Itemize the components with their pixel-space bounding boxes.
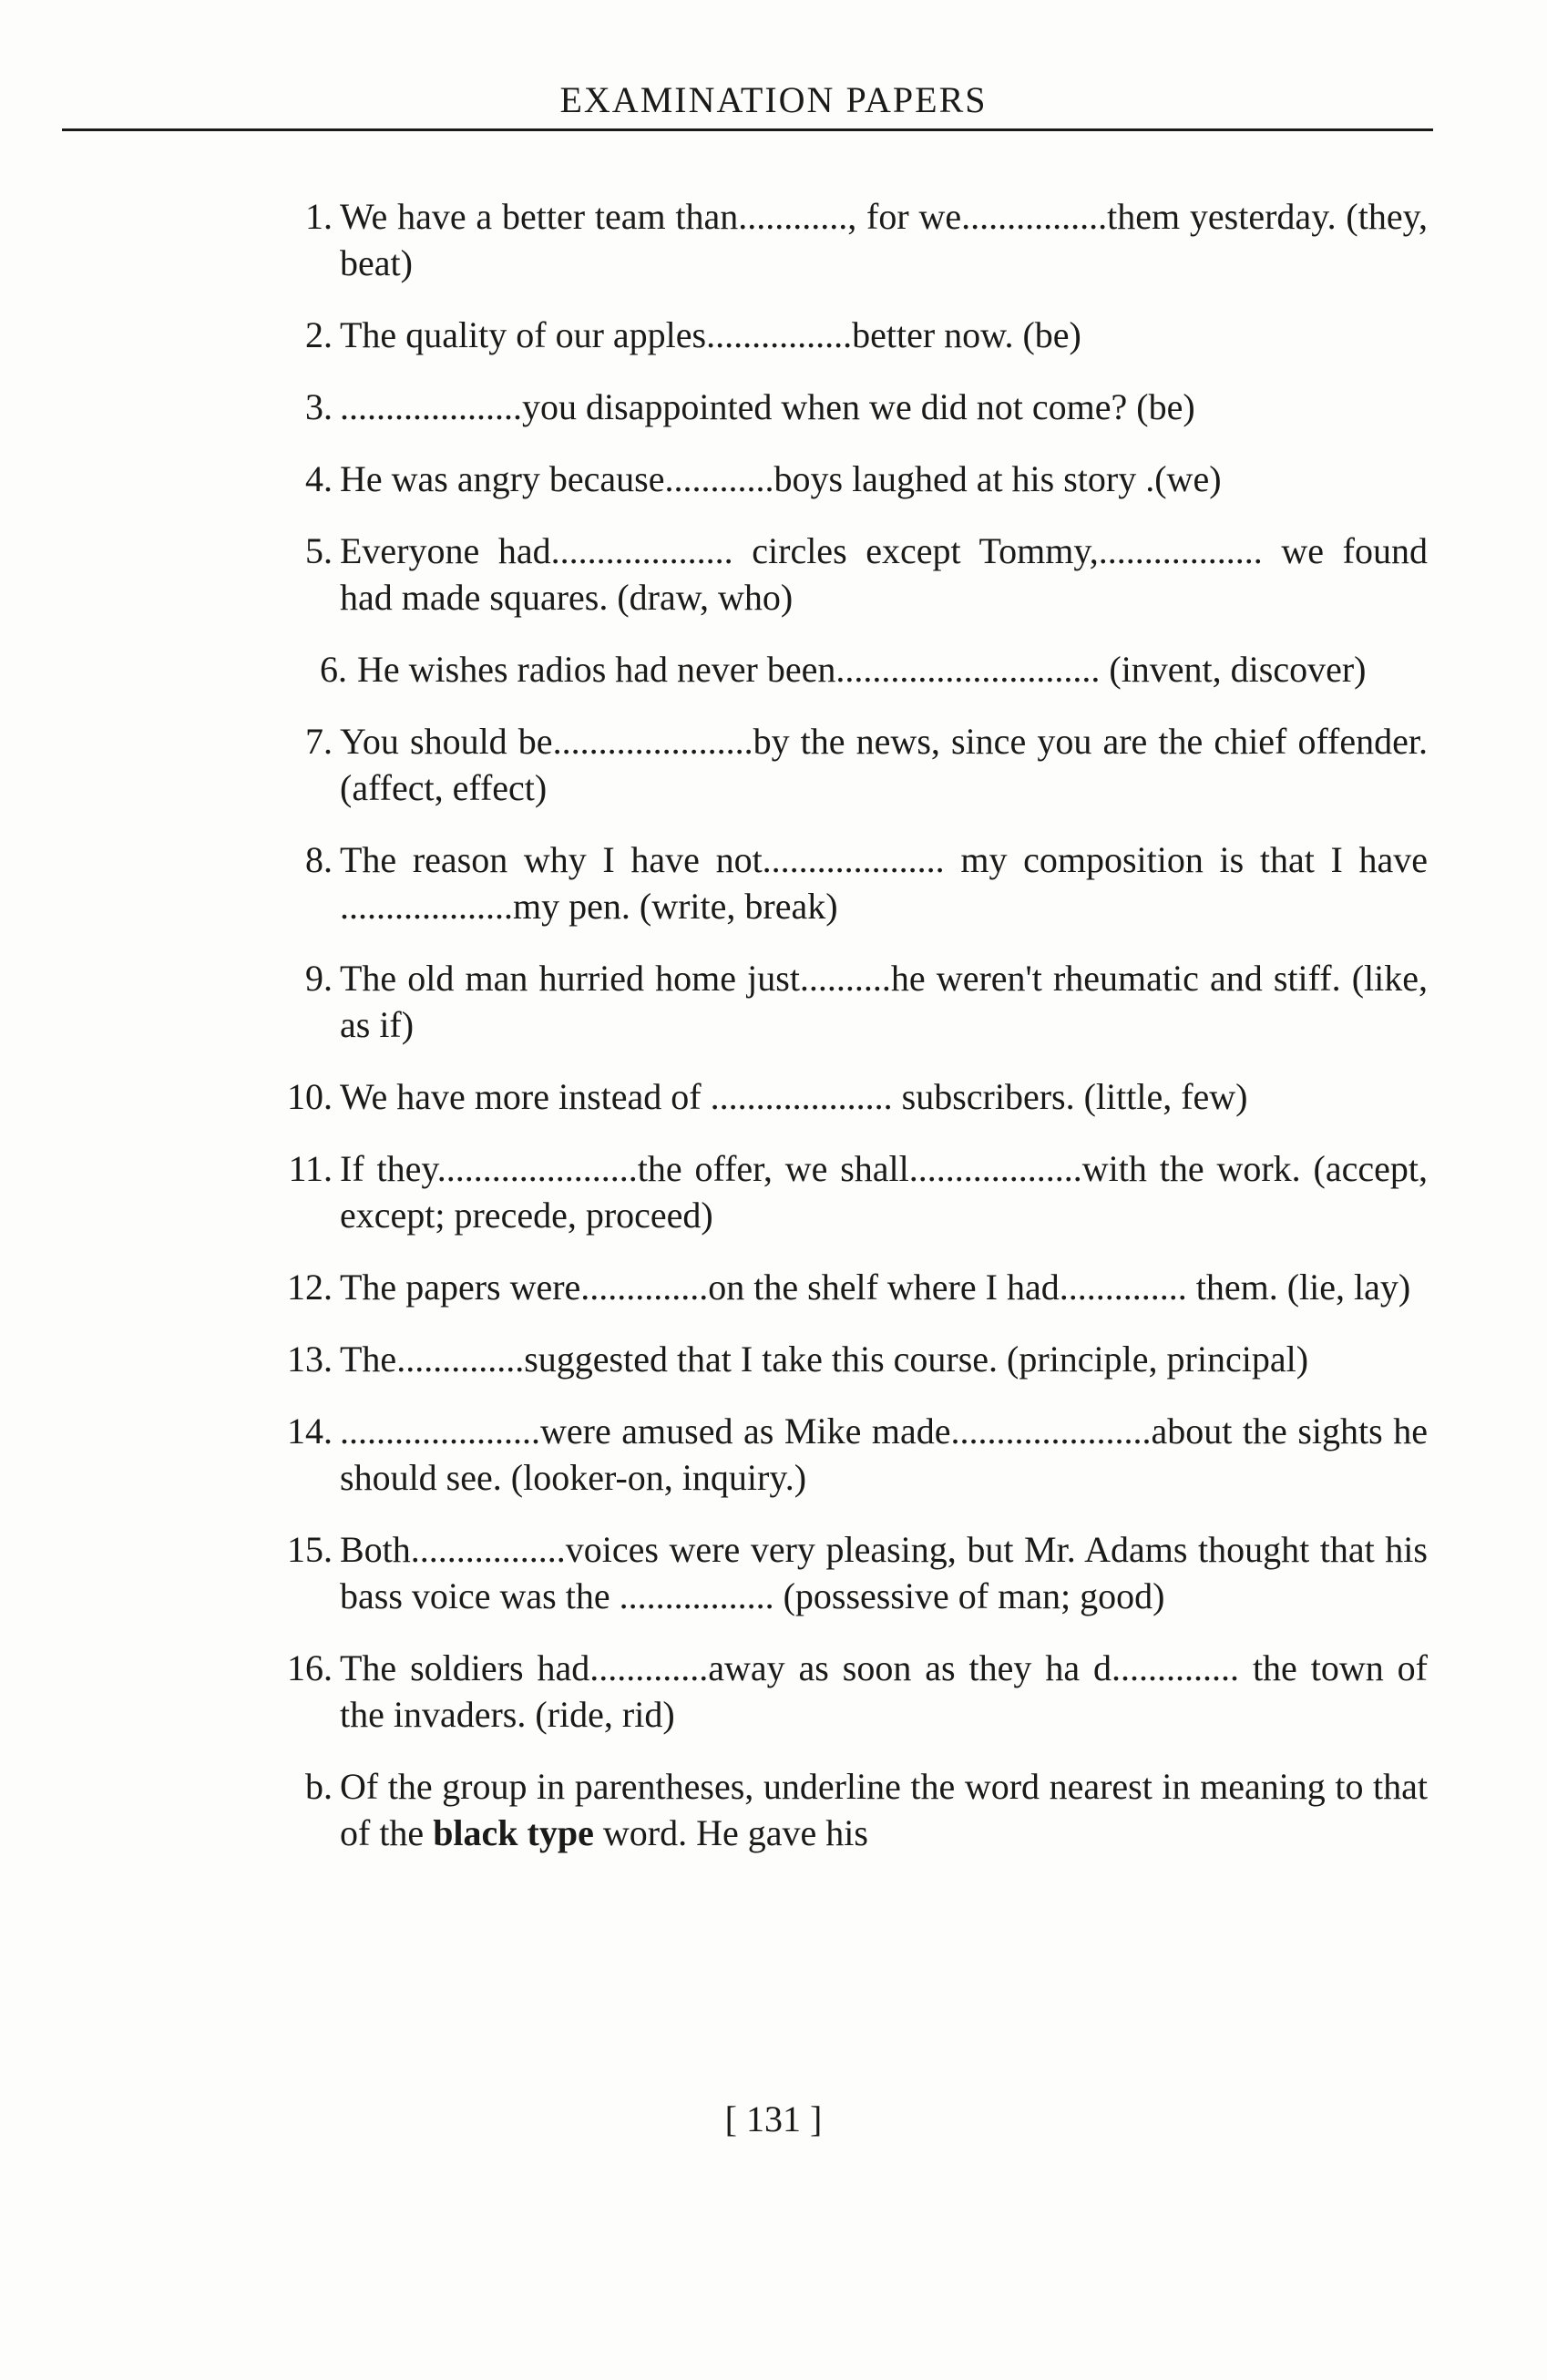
section-b-instruction	[0, 1763, 1547, 1856]
question-item-16	[0, 1645, 1547, 1738]
question-item-13	[0, 1336, 1547, 1382]
question-text: The reason why I have not.................... my composition is that I have ...................my pen. (write, break)	[340, 839, 1428, 927]
question-text: ....................you disappointed when we did not come? (be)	[340, 386, 1195, 427]
question-text: The..............suggested that I take this course. (principle, principal)	[340, 1339, 1309, 1380]
question-item-12	[0, 1264, 1547, 1310]
question-item-3	[0, 384, 1547, 430]
question-item-10	[0, 1073, 1547, 1120]
question-number: 3.	[305, 386, 333, 427]
question-number: 10.	[287, 1076, 333, 1117]
question-item-15	[0, 1526, 1547, 1619]
header-rule	[62, 128, 1433, 131]
question-text: We have a better team than............, for we................them yesterday. (they, beat)	[340, 196, 1428, 283]
question-text: He wishes radios had never been............................. (invent, discover)	[357, 649, 1367, 690]
question-text: You should be......................by the news, since you are the chief offender. (affect, effect)	[340, 721, 1428, 808]
question-number: 15.	[287, 1529, 333, 1570]
question-number: 11.	[288, 1148, 333, 1189]
question-item-6	[0, 646, 1547, 692]
question-text: The papers were..............on the shelf where I had.............. them. (lie, lay)	[340, 1267, 1411, 1308]
question-item-5	[0, 528, 1547, 621]
question-item-11	[0, 1145, 1547, 1238]
question-number: 12.	[287, 1267, 333, 1308]
question-item-8	[0, 836, 1547, 929]
question-item-1	[0, 193, 1547, 286]
question-item-9	[0, 955, 1547, 1048]
instruction-text-part: Of the group in parentheses, underline the word nearest in meaning to that of the	[340, 1766, 1428, 1853]
instruction-text	[340, 1763, 1428, 1856]
question-text: We have more instead of .................... subscribers. (little, few)	[340, 1076, 1248, 1117]
section-letter: b.	[305, 1766, 333, 1807]
question-item-14	[0, 1408, 1547, 1501]
question-text: Both.................voices were very pleasing, but Mr. Adams thought that his bass voice was the ................. (possessive of man; good)	[340, 1529, 1428, 1616]
question-text: Everyone had.................... circles except Tommy,.................. we found had made squares. (draw, who)	[340, 530, 1428, 618]
question-item-7	[0, 718, 1547, 811]
question-text: ......................were amused as Mike made......................about the sights he should see. (looker-on, inquiry.)	[340, 1411, 1428, 1498]
black-type-phrase: black type	[433, 1812, 594, 1853]
page-header-title: EXAMINATION PAPERS	[559, 79, 988, 120]
question-number: 4.	[305, 458, 333, 499]
question-number: 2.	[305, 314, 333, 355]
question-number: 7.	[305, 721, 333, 762]
question-text: He was angry because............boys laughed at his story .(we)	[340, 458, 1222, 499]
question-number: 6.	[320, 649, 347, 690]
question-text: The old man hurried home just..........he weren't rheumatic and stiff. (like, as if)	[340, 958, 1428, 1045]
question-number: 13.	[287, 1339, 333, 1380]
page-number: [ 131 ]	[724, 2098, 823, 2139]
question-list	[0, 193, 1547, 1882]
question-number: 8.	[305, 839, 333, 880]
question-number: 1.	[305, 196, 333, 237]
instruction-text-part: word. He gave his	[593, 1812, 868, 1853]
question-number: 5.	[305, 530, 333, 571]
question-number: 16.	[287, 1647, 333, 1688]
question-number: 9.	[305, 958, 333, 999]
question-text: The quality of our apples................better now. (be)	[340, 314, 1081, 355]
question-text: If they......................the offer, we shall...................with the work. (accept, except; precede, proceed)	[340, 1148, 1428, 1236]
question-item-4	[0, 456, 1547, 502]
question-item-2	[0, 312, 1547, 358]
question-text: The soldiers had.............away as soon as they ha d.............. the town of the invaders. (ride, rid)	[340, 1647, 1428, 1735]
question-number: 14.	[287, 1411, 333, 1452]
